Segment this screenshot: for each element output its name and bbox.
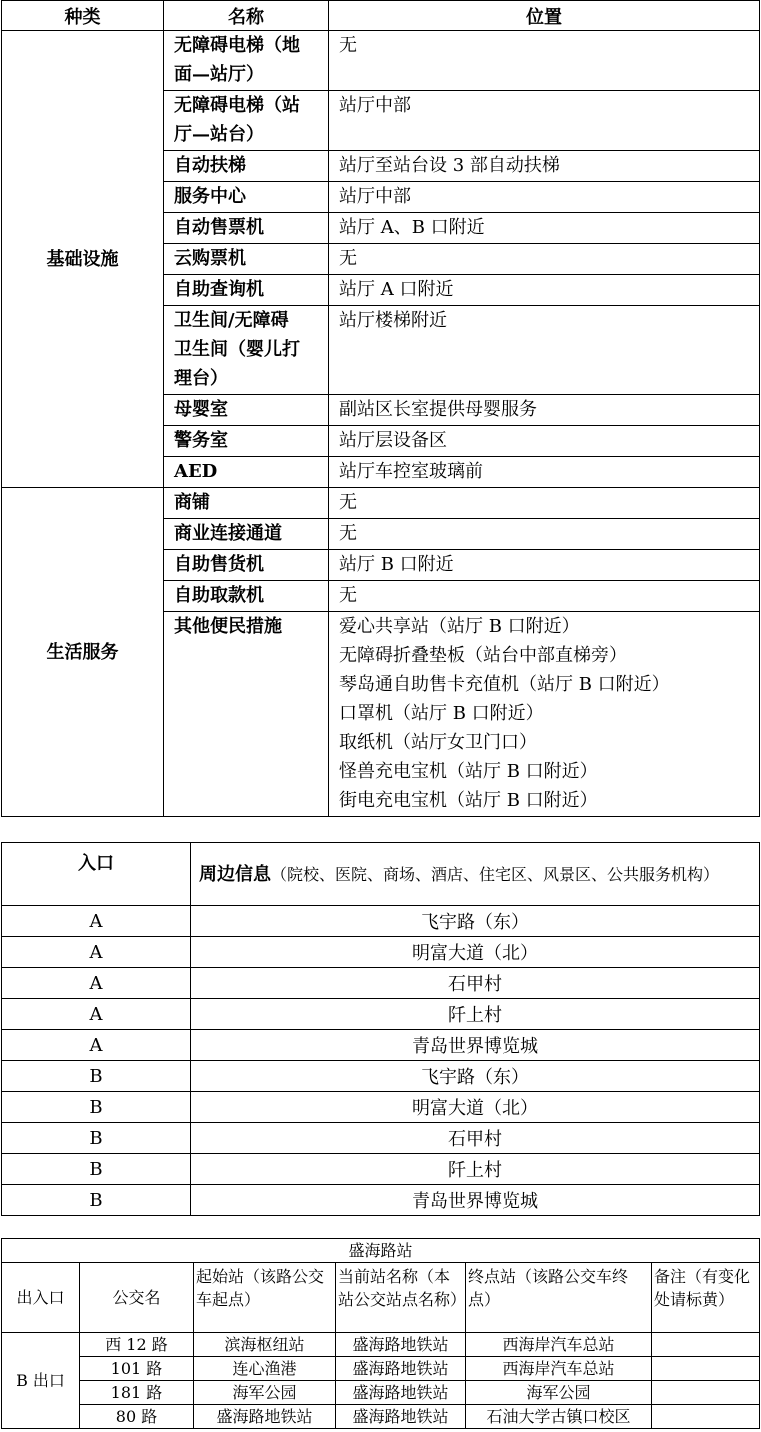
facility-name <box>164 244 329 275</box>
facility-name-line: 云购票机 <box>174 248 246 269</box>
facility-name-line: 自动售票机 <box>174 217 264 238</box>
facility-position <box>329 457 760 488</box>
facility-name <box>164 275 329 306</box>
facility-name-line: 无障碍电梯（站 <box>174 95 300 116</box>
facility-name-line: 商业连接通道 <box>174 523 282 544</box>
header-end: 终点站（该路公交车终点） <box>466 1263 652 1333</box>
facility-position <box>329 395 760 426</box>
surroundings-row <box>2 1154 760 1185</box>
facility-position <box>329 581 760 612</box>
bus-title-row <box>2 1239 760 1263</box>
facility-position <box>329 488 760 519</box>
bus-row <box>2 1357 760 1381</box>
facility-position-line: 站厅中部 <box>339 186 411 207</box>
facility-position-line: 无 <box>339 492 357 513</box>
facilities-header-row <box>2 1 760 31</box>
header-note: 备注（有变化处请标黄） <box>652 1263 760 1333</box>
info-cell: 阡上村 <box>191 999 760 1030</box>
header-category: 种类 <box>2 1 164 31</box>
exit-cell: B 出口 <box>2 1333 80 1429</box>
facility-row <box>2 488 760 519</box>
facility-name <box>164 612 329 817</box>
facility-name <box>164 306 329 395</box>
surroundings-header-row <box>2 843 760 906</box>
header-position: 位置 <box>329 1 760 31</box>
facility-position-line: 站厅 B 口附近 <box>339 554 454 575</box>
bus-row <box>2 1333 760 1357</box>
facility-name <box>164 182 329 213</box>
facility-position-line: 怪兽充电宝机（站厅 B 口附近） <box>339 761 598 782</box>
facility-name-line: 自助取款机 <box>174 585 264 606</box>
facility-position-line: 站厅 A 口附近 <box>339 279 454 300</box>
category-cell: 生活服务 <box>2 488 164 817</box>
surroundings-row <box>2 1092 760 1123</box>
facility-name <box>164 457 329 488</box>
header-route: 公交名 <box>80 1263 194 1333</box>
facility-position <box>329 612 760 817</box>
bus-current-cell: 盛海路地铁站 <box>336 1381 466 1405</box>
info-cell: 明富大道（北） <box>191 1092 760 1123</box>
surroundings-row <box>2 968 760 999</box>
entry-cell: B <box>2 1154 191 1185</box>
surroundings-row <box>2 1061 760 1092</box>
facility-position <box>329 306 760 395</box>
facility-name <box>164 91 329 151</box>
facility-name-line: 母婴室 <box>174 399 228 420</box>
facility-position <box>329 213 760 244</box>
facility-name <box>164 213 329 244</box>
bus-note-cell <box>652 1405 760 1429</box>
surroundings-row <box>2 999 760 1030</box>
bus-end-cell: 西海岸汽车总站 <box>466 1357 652 1381</box>
entry-cell: A <box>2 906 191 937</box>
surroundings-row <box>2 1123 760 1154</box>
surroundings-row <box>2 906 760 937</box>
entry-cell: A <box>2 937 191 968</box>
facility-position <box>329 426 760 457</box>
facility-position-line: 站厅楼梯附近 <box>339 310 447 331</box>
facility-name <box>164 395 329 426</box>
bus-row <box>2 1405 760 1429</box>
facility-name <box>164 519 329 550</box>
facility-name <box>164 581 329 612</box>
facility-position-line: 站厅层设备区 <box>339 430 447 451</box>
header-current: 当前站名称（本站公交站点名称） <box>336 1263 466 1333</box>
bus-start-cell: 滨海枢纽站 <box>194 1333 336 1357</box>
facility-name-line: 警务室 <box>174 430 228 451</box>
entry-cell: A <box>2 968 191 999</box>
header-info-note: （院校、医院、商场、酒店、住宅区、风景区、公共服务机构） <box>271 865 720 884</box>
facility-position-line: 无 <box>339 585 357 606</box>
entry-cell: A <box>2 999 191 1030</box>
facility-name-line: 自助售货机 <box>174 554 264 575</box>
info-cell: 石甲村 <box>191 1123 760 1154</box>
bus-route-cell: 西 12 路 <box>80 1333 194 1357</box>
facility-position <box>329 519 760 550</box>
info-cell: 明富大道（北） <box>191 937 760 968</box>
station-title: 盛海路站 <box>2 1239 760 1263</box>
info-cell: 飞宇路（东） <box>191 906 760 937</box>
bus-start-cell: 连心渔港 <box>194 1357 336 1381</box>
facility-position-line: 站厅中部 <box>339 95 411 116</box>
facility-position-line: 爱心共享站（站厅 B 口附近） <box>339 616 580 637</box>
info-cell: 阡上村 <box>191 1154 760 1185</box>
facilities-table <box>1 0 760 817</box>
header-entry: 入口 <box>2 843 191 906</box>
header-start: 起始站（该路公交车起点） <box>194 1263 336 1333</box>
info-cell: 青岛世界博览城 <box>191 1185 760 1216</box>
bus-note-cell <box>652 1357 760 1381</box>
facility-name <box>164 488 329 519</box>
category-cell: 基础设施 <box>2 31 164 488</box>
bus-route-cell: 181 路 <box>80 1381 194 1405</box>
facility-name-line: 理台） <box>174 368 228 389</box>
bus-end-cell: 海军公园 <box>466 1381 652 1405</box>
facility-position <box>329 182 760 213</box>
bus-note-cell <box>652 1381 760 1405</box>
bus-current-cell: 盛海路地铁站 <box>336 1357 466 1381</box>
facility-position-line: 无障碍折叠垫板（站台中部直梯旁） <box>339 645 627 666</box>
header-exit: 出入口 <box>2 1263 80 1333</box>
facility-position <box>329 91 760 151</box>
facility-name-line: 商铺 <box>174 492 210 513</box>
facility-name <box>164 550 329 581</box>
facility-name-line: 卫生间/无障碍 <box>174 310 289 331</box>
info-cell: 石甲村 <box>191 968 760 999</box>
facility-position-line: 取纸机（站厅女卫门口） <box>339 732 537 753</box>
facility-name-line: 厅—站台） <box>174 124 264 145</box>
facility-name-line: 卫生间（婴儿打 <box>174 339 300 360</box>
facility-position-line: 口罩机（站厅 B 口附近） <box>339 703 544 724</box>
info-cell: 青岛世界博览城 <box>191 1030 760 1061</box>
bus-row <box>2 1381 760 1405</box>
facility-position-line: 无 <box>339 35 357 56</box>
facility-position <box>329 151 760 182</box>
facility-position <box>329 31 760 91</box>
facility-name <box>164 426 329 457</box>
bus-note-cell <box>652 1333 760 1357</box>
entry-cell: B <box>2 1185 191 1216</box>
surroundings-row <box>2 1030 760 1061</box>
facility-name-line: 无障碍电梯（地 <box>174 35 300 56</box>
facility-name <box>164 151 329 182</box>
facility-position <box>329 244 760 275</box>
facility-position-line: 琴岛通自助售卡充值机（站厅 B 口附近） <box>339 674 670 695</box>
facility-name-line: 其他便民措施 <box>174 616 282 637</box>
facility-name-line: 服务中心 <box>174 186 246 207</box>
bus-start-cell: 海军公园 <box>194 1381 336 1405</box>
entry-cell: A <box>2 1030 191 1061</box>
facility-row <box>2 31 760 91</box>
header-info <box>191 843 760 906</box>
facility-name-line: 自动扶梯 <box>174 155 246 176</box>
bus-current-cell: 盛海路地铁站 <box>336 1333 466 1357</box>
bus-end-cell: 西海岸汽车总站 <box>466 1333 652 1357</box>
facility-name-line: 自助查询机 <box>174 279 264 300</box>
entry-cell: B <box>2 1061 191 1092</box>
bus-end-cell: 石油大学古镇口校区 <box>466 1405 652 1429</box>
surroundings-row <box>2 1185 760 1216</box>
entry-cell: B <box>2 1123 191 1154</box>
info-cell: 飞宇路（东） <box>191 1061 760 1092</box>
bus-header-row <box>2 1263 760 1333</box>
surroundings-table <box>1 842 760 1216</box>
bus-route-cell: 80 路 <box>80 1405 194 1429</box>
facility-name <box>164 31 329 91</box>
facility-position-line: 无 <box>339 523 357 544</box>
facility-name-line: 面—站厅） <box>174 64 264 85</box>
bus-table <box>1 1238 760 1429</box>
facility-position-line: 无 <box>339 248 357 269</box>
surroundings-row <box>2 937 760 968</box>
facility-name-line: AED <box>174 461 218 482</box>
facility-position-line: 站厅 A、B 口附近 <box>339 217 485 238</box>
header-name: 名称 <box>164 1 329 31</box>
facility-position <box>329 275 760 306</box>
bus-current-cell: 盛海路地铁站 <box>336 1405 466 1429</box>
bus-route-cell: 101 路 <box>80 1357 194 1381</box>
header-info-label: 周边信息 <box>199 864 271 885</box>
facility-position-line: 站厅车控室玻璃前 <box>339 461 483 482</box>
facility-position-line: 站厅至站台设 3 部自动扶梯 <box>339 155 560 176</box>
entry-cell: B <box>2 1092 191 1123</box>
facility-position-line: 副站区长室提供母婴服务 <box>339 399 537 420</box>
bus-start-cell: 盛海路地铁站 <box>194 1405 336 1429</box>
facility-position <box>329 550 760 581</box>
facility-position-line: 街电充电宝机（站厅 B 口附近） <box>339 790 598 811</box>
